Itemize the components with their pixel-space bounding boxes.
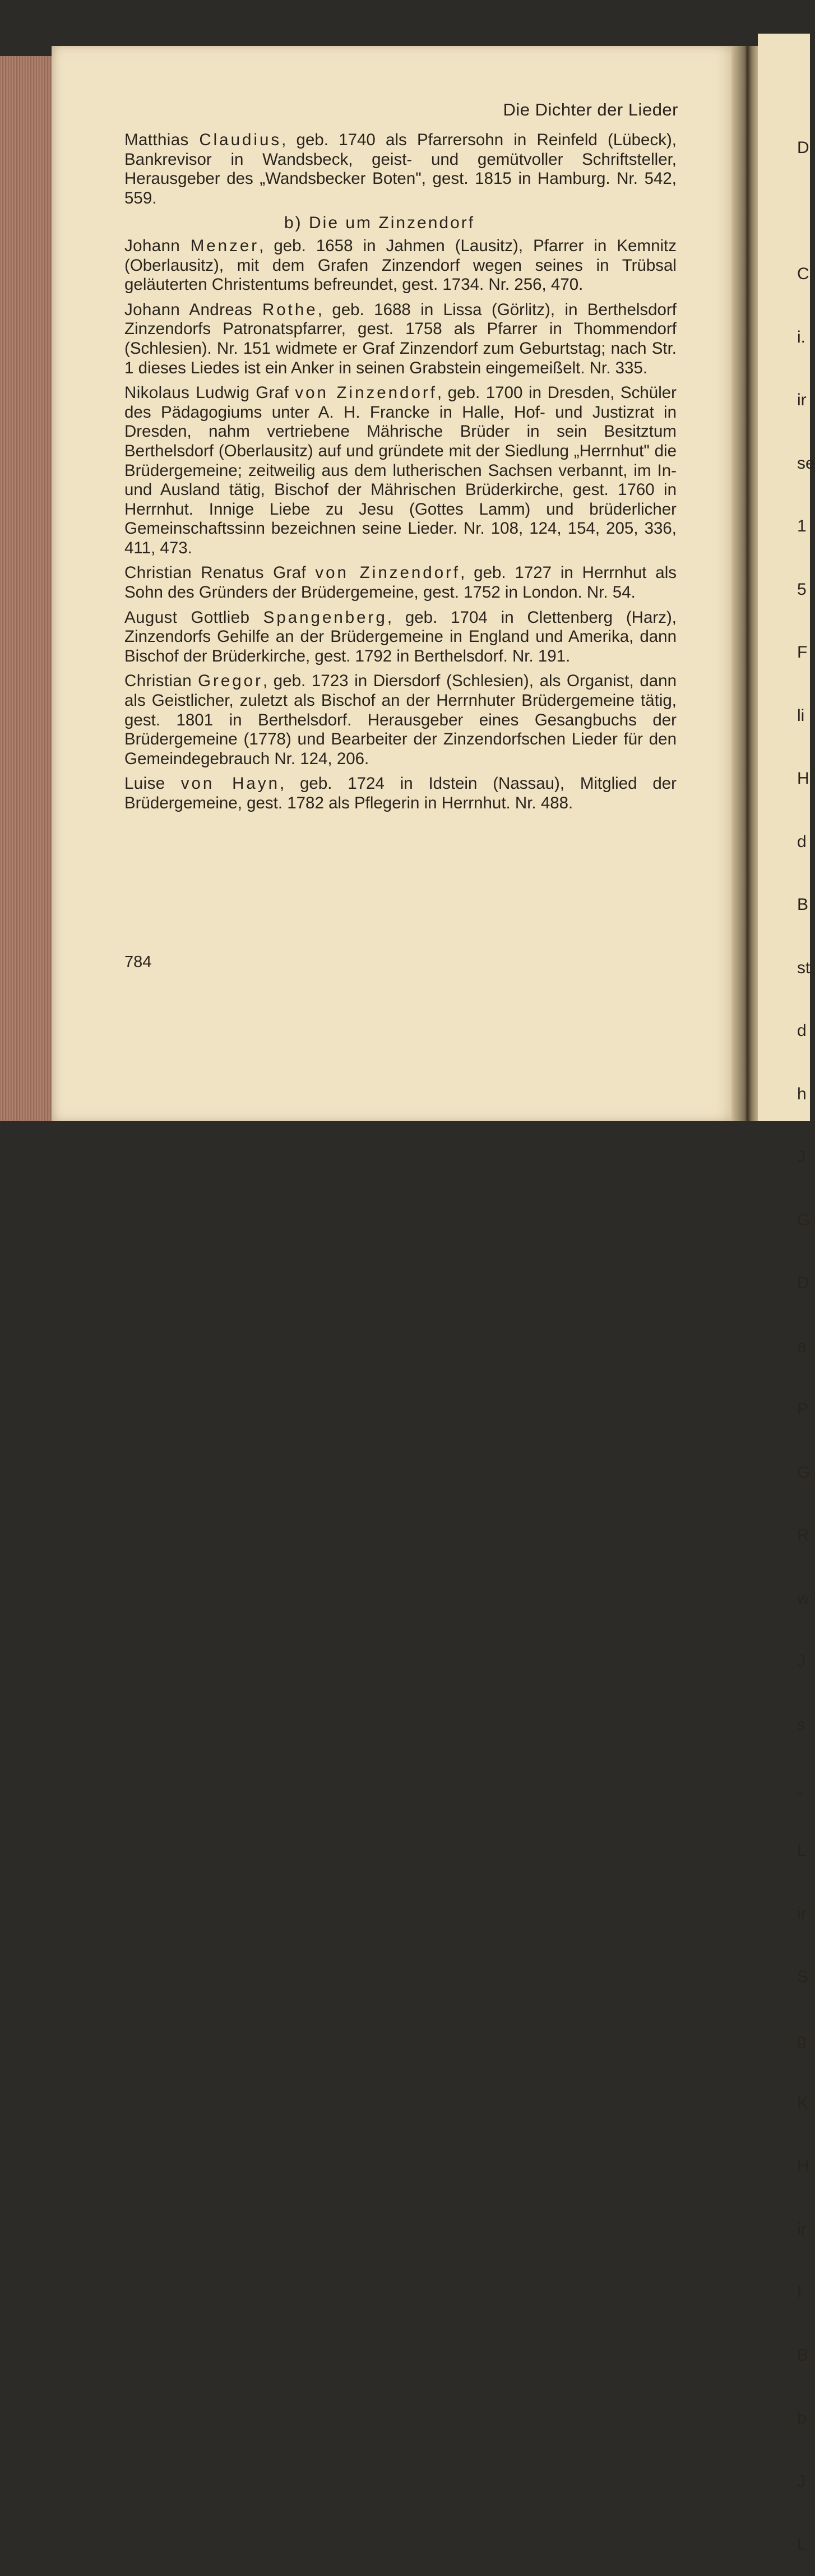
facing-fragment: 1: [797, 517, 807, 535]
author-given-name: Johann: [124, 236, 191, 255]
facing-fragment: K: [797, 2093, 809, 2112]
facing-fragment: ir: [797, 2219, 807, 2239]
author-bio: , geb. 1688 in Lissa (Görlitz), in Berthelsdorf Zinzendorfs Patronatspfarrer, gest. 1758 als Pfarrer in Thommendorf (Schlesien). Nr. 151 widmete er Graf Zinzendorf zum Geburtstag; nach Str. 1 dieses Liedes ist ein Anker in seinen Grabstein eingemeißelt. Nr. 335.: [124, 300, 677, 377]
author-given-name: August Gottlieb: [124, 608, 263, 627]
facing-fragment: I: [797, 2283, 802, 2301]
facing-fragment: d: [797, 1021, 807, 1040]
facing-fragment: a: [797, 1336, 807, 1356]
facing-fragment: P: [797, 1400, 809, 1418]
author-bio: , geb. 1704 in Clettenberg (Harz), Zinzendorfs Gehilfe an der Brüdergemeine in England und Amerika, dann Bischof der Brüderkirche, gest. 1792 in Berthelsdorf. Nr. 191.: [124, 608, 677, 665]
facing-fragment: [797, 201, 810, 222]
author-entry: [124, 672, 677, 769]
author-surname: von Hayn: [180, 774, 280, 793]
facing-fragment: J: [797, 2472, 805, 2491]
facing-fragment: H: [797, 2157, 809, 2175]
author-entry: [124, 300, 677, 378]
page-body: [124, 131, 677, 819]
facing-fragment: li: [797, 706, 805, 725]
author-entry: [124, 608, 677, 667]
facing-fragment: se: [797, 454, 815, 473]
book-gutter: [731, 46, 761, 1121]
facing-fragment: B: [797, 2346, 809, 2365]
facing-fragment: B: [797, 895, 809, 914]
author-entry: [124, 237, 677, 295]
author-given-name: Matthias: [124, 131, 200, 149]
facing-fragment: D: [797, 138, 809, 157]
facing-fragment: i.: [797, 327, 805, 346]
facing-fragment: ir: [797, 1904, 807, 1923]
author-given-name: Luise: [124, 774, 181, 793]
facing-fragment: „: [797, 1778, 803, 1797]
author-entry: [124, 774, 677, 813]
author-bio: , geb. 1723 in Diersdorf (Schlesien), als Organist, dann als Geistlicher, zuletzt als Bischof an der Herrnhuter Brüdergemeine tätig, gest. 1801 in Berthelsdorf. Herausgeber eines Gesangbuchs der Brüdergemeine (1778) und Bearbeiter der Zinzendorfschen Lieder für den Gemeindegebrauch Nr. 124, 206.: [124, 672, 677, 768]
facing-fragment: D: [797, 1274, 809, 1292]
author-bio: , geb. 1658 in Jahmen (Lausitz), Pfarrer in Kemnitz (Oberlausitz), mit dem Grafen Zinzendorf wegen seines in Trübsal geläuterten Christentums befreundet, gest. 1734. Nr. 256, 470.: [124, 236, 677, 294]
author-given-name: Christian: [124, 672, 198, 691]
facing-fragment: L: [797, 1841, 807, 1860]
facing-fragment: F: [797, 643, 808, 662]
author-entry: [124, 383, 677, 558]
author-bio: , geb. 1740 als Pfarrersohn in Reinfeld (Lübeck), Bankrevisor in Wandsbeck, geist- und gemütvoller Schriftsteller, Herausgeber des „Wandsbecker Boten", gest. 1815 in Hamburg. Nr. 542, 559.: [124, 131, 677, 207]
author-bio: , geb. 1727 in Herrnhut als Sohn des Gründers der Brüdergemeine, gest. 1752 in London. Nr. 54.: [124, 563, 677, 602]
author-given-name: Christian Renatus Graf: [124, 563, 316, 582]
running-header: Die Dichter der Lieder: [503, 100, 678, 119]
facing-fragment: b: [797, 2409, 807, 2427]
facing-fragment: w: [797, 1589, 809, 1608]
facing-fragment: L: [797, 2535, 807, 2554]
author-bio: , geb. 1724 in Idstein (Nassau), Mitglied der Brüdergemeine, gest. 1782 als Pflegerin in Herrnhut. Nr. 488.: [124, 774, 677, 812]
author-entry: [124, 563, 677, 602]
facing-fragment: C: [797, 265, 809, 283]
facing-page-fragments: [797, 95, 815, 2576]
author-surname: von Zinzendorf: [315, 563, 461, 582]
facing-fragment: 5: [797, 580, 807, 599]
facing-fragment: R: [797, 1526, 809, 1544]
author-surname: Rothe: [262, 300, 318, 319]
author-given-name: Nikolaus Ludwig Graf: [124, 383, 295, 403]
facing-fragment: h: [797, 1084, 807, 1103]
facing-fragment: J: [797, 1148, 805, 1166]
facing-fragment: H: [797, 769, 809, 788]
facing-fragment: S: [797, 1967, 809, 1986]
author-given-name: Johann Andreas: [124, 300, 262, 319]
facing-fragment: G: [797, 1463, 811, 1482]
section-heading: b) Die um Zinzendorf: [284, 214, 475, 233]
author-surname: Menzer: [190, 236, 260, 255]
author-surname: Spangenberg: [263, 608, 387, 627]
facing-fragment: ir: [797, 391, 807, 409]
facing-fragment: st: [797, 958, 811, 977]
facing-fragment: G: [797, 1210, 811, 1229]
author-bio: , geb. 1700 in Dresden, Schüler des Pädagogiums unter A. H. Francke in Halle, Hof- und Justizrat in Dresden, nahm vertriebene Mährische Brüder in sein Besitztum Berthelsdorf (Oberlausitz) auf und gründete mit der Siedlung „Herrnhut" die Brüdergemeine; zeitweilig aus dem lutherischen Sachsen verbannt, im In- und Ausland tätig, Bischof der Mährischen Brüderkirche, gest. 1760 in Herrnhut. Innige Liebe zu Jesu (Gottes Lamm) und brüderlicher Gemeinschaftssinn bezeichnen seine Lieder. Nr. 108, 124, 154, 205, 336, 411, 473.: [124, 383, 677, 557]
author-entry: [124, 131, 677, 208]
facing-fragment: s: [797, 1715, 805, 1734]
page-number: 784: [124, 953, 152, 971]
author-surname: von Zinzendorf: [295, 383, 437, 403]
author-surname: Gregor: [198, 672, 263, 691]
facing-fragment: J: [797, 1652, 805, 1671]
facing-fragment: d: [797, 832, 807, 851]
author-surname: Claudius: [199, 131, 282, 149]
facing-fragment: g: [797, 2031, 807, 2049]
